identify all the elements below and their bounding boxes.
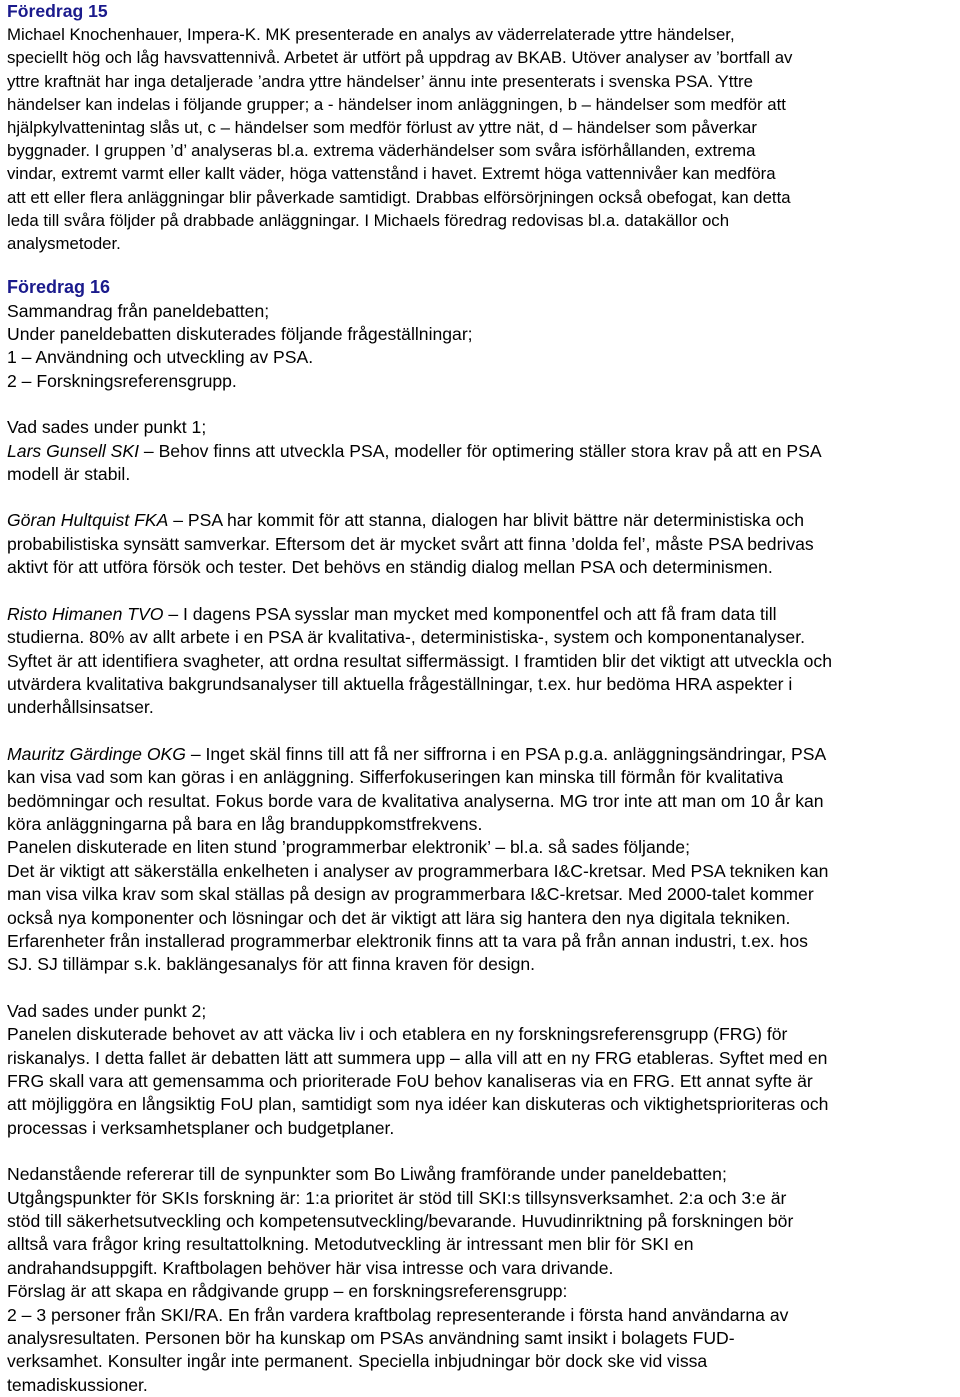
section-foredrag-15 xyxy=(7,0,956,255)
paragraph-line xyxy=(7,509,956,532)
paragraph-line: speciellt hög och låg havsvattennivå. Arbetet är utfört på uppdrag av BKAB. Utöver analyser av ’bortfall av xyxy=(7,48,793,68)
section-title: Föredrag 15 xyxy=(7,1,108,21)
spacer xyxy=(7,1140,956,1163)
speaker-name: Mauritz Gärdinge OKG xyxy=(7,743,186,764)
paragraph-line: händelser kan indelas i följande grupper; a - händelser inom anläggningen, b – händelser som medför att xyxy=(7,94,786,114)
paragraph-line: att möjliggöra en långsiktig FoU plan, samtidigt som nya idéer kan diskuteras och viktighetsprioriteras och xyxy=(7,1094,829,1115)
speaker-text: – PSA har kommit för att stanna, dialogen har blivit bättre när deterministiska och xyxy=(168,510,804,531)
paragraph-line: hjälpkylvattenintag slås ut, c – händelser som medför förlust av yttre nät, d – händelser som påverkar xyxy=(7,118,757,138)
speaker-name: Risto Himanen TVO xyxy=(7,603,164,624)
spacer xyxy=(7,393,956,416)
paragraph-line: utvärdera kvalitativa bakgrundsanalyser till aktuella frågeställningar, t.ex. hur bedöma HRA aspekter i xyxy=(7,673,793,694)
paragraph-line: 2 – 3 personer från SKI/RA. En från vardera kraftbolag representerande i första hand användarna av xyxy=(7,1304,789,1325)
paragraph-line: Utgångspunkter för SKIs forskning är: 1:a prioritet är stöd till SKI:s tillsynsverksamhet. 2:a och 3:e är xyxy=(7,1187,787,1208)
spacer xyxy=(7,977,956,1000)
speaker-text: – Behov finns att utveckla PSA, modeller för optimering ställer stora krav på att en PSA xyxy=(139,440,822,461)
paragraph-line: 1 – Användning och utveckling av PSA. xyxy=(7,347,314,368)
paragraph-line xyxy=(7,743,956,766)
paragraph-line: också nya komponenter och lösningar och det är viktigt att lära sig hantera den nya digitala tekniken. xyxy=(7,907,791,928)
paragraph-line xyxy=(7,603,956,626)
paragraph-line: byggnader. I gruppen ’d’ analyseras bl.a. extrema väderhändelser som svåra isförhållanden, extrema xyxy=(7,141,756,161)
paragraph-line: Nedanstående refererar till de synpunkter som Bo Liwång framförande under paneldebatten; xyxy=(7,1164,727,1185)
spacer xyxy=(7,720,956,743)
paragraph-line: yttre kraftnät har inga detaljerade ’andra yttre händelser’ ännu inte presenterats i svenska PSA. Yttre xyxy=(7,71,753,91)
subheading: Vad sades under punkt 2; xyxy=(7,1000,207,1021)
paragraph-line: man visa vilka krav som skal ställas på design av programmerbara I&C-kretsar. Med 2000-talet kommer xyxy=(7,884,814,905)
spacer xyxy=(7,580,956,603)
paragraph-line: Erfarenheter från installerad programmerbar elektronik finns att ta vara på från annan industri, t.ex. hos xyxy=(7,930,808,951)
paragraph-line: processas i verksamhetsplaner och budgetplaner. xyxy=(7,1117,395,1138)
paragraph-line: 2 – Forskningsreferensgrupp. xyxy=(7,370,237,391)
paragraph-line: alltså vara frågor kring resultattolkning. Metodutveckling är intressant men blir för SKI en xyxy=(7,1234,694,1255)
paragraph-line: FRG skall vara att gemensamma och prioriterade FoU behov kanaliseras via en FRG. Ett annat syfte är xyxy=(7,1071,813,1092)
paragraph-line: analysmetoder. xyxy=(7,234,121,254)
speaker-name: Göran Hultquist FKA xyxy=(7,510,169,531)
paragraph-line: modell är stabil. xyxy=(7,464,131,485)
paragraph-line: verksamhet. Konsulter ingår inte permanent. Speciella inbjudningar bör dock ske vid vissa xyxy=(7,1351,708,1372)
paragraph-line: temadiskussioner. xyxy=(7,1374,148,1395)
paragraph-line: probabilistiska synsätt samverkar. Eftersom det är mycket svårt att finna ’dolda fel’, måste PSA bedrivas xyxy=(7,533,814,554)
paragraph-line: stöd till säkerhetsutveckling och kompetensutveckling/bevarande. Huvudinriktning på forskningen bör xyxy=(7,1211,794,1232)
paragraph-line: Syftet är att identifiera svagheter, att ordna resultat siffermässigt. I framtiden blir det viktigt att utveckla och xyxy=(7,650,833,671)
paragraph-line: vindar, extremt varmt eller kallt väder, höga vattenstånd i havet. Extremt höga vattennivåer kan medföra xyxy=(7,164,776,184)
paragraph-line: köra anläggningarna på bara en låg branduppkomstfrekvens. xyxy=(7,813,483,834)
paragraph-line: Panelen diskuterade en liten stund ’programmerbar elektronik’ – bl.a. så sades följande; xyxy=(7,837,690,858)
section-foredrag-16 xyxy=(7,276,956,1397)
subheading: Vad sades under punkt 1; xyxy=(7,417,207,438)
paragraph-line: Det är viktigt att säkerställa enkelheten i analyser av programmerbara I&C-kretsar. Med PSA tekniken kan xyxy=(7,860,829,881)
speaker-text: – I dagens PSA sysslar man mycket med komponentfel och att få fram data till xyxy=(163,603,777,624)
spacer xyxy=(7,486,956,509)
paragraph-line: Förslag är att skapa en rådgivande grupp – en forskningsreferensgrupp: xyxy=(7,1281,568,1302)
paragraph-line: SJ. SJ tillämpar s.k. baklängesanalys för att finna kraven för design. xyxy=(7,954,536,975)
paragraph-line: Panelen diskuterade behovet av att väcka liv i och etablera en ny forskningsreferensgrupp (FRG) för xyxy=(7,1024,788,1045)
speaker-name: Lars Gunsell SKI xyxy=(7,440,140,461)
paragraph-line: underhållsinsatser. xyxy=(7,697,154,718)
paragraph-line: leda till svåra följder på drabbade anläggningar. I Michaels föredrag redovisas bl.a. datakällor och xyxy=(7,210,730,230)
paragraph-line: att ett eller flera anläggningar blir påverkade samtidigt. Drabbas elförsörjningen också obefogat, kan detta xyxy=(7,187,791,207)
paragraph-line xyxy=(7,440,956,463)
paragraph-line: Sammandrag från paneldebatten; xyxy=(7,300,270,321)
paragraph-line: riskanalys. I detta fallet är debatten lätt att summera upp – alla vill att en ny FRG etableras. Syftet med en xyxy=(7,1047,828,1068)
paragraph-line: Under paneldebatten diskuterades följande frågeställningar; xyxy=(7,324,473,345)
paragraph-line: Michael Knochenhauer, Impera-K. MK presenterade en analys av väderrelaterade yttre händelser, xyxy=(7,25,735,45)
speaker-text: – Inget skäl finns till att få ner siffrorna i en PSA p.g.a. anläggningsändringar, PSA xyxy=(185,743,827,764)
paragraph-line: analysresultaten. Personen bör ha kunskap om PSAs användning samt insikt i bolagets FUD- xyxy=(7,1328,735,1349)
paragraph-line: kan visa vad som kan göras i en anläggning. Sifferfokuseringen kan minska till förmån för kvalitativa xyxy=(7,767,784,788)
section-title: Föredrag 16 xyxy=(7,277,111,298)
paragraph-line: aktivt för att utföra försök och tester. Det behövs en ständig dialog mellan PSA och determinismen. xyxy=(7,557,773,578)
paragraph-line: bedömningar och resultat. Fokus borde vara de kvalitativa analyserna. MG tror inte att man om 10 år kan xyxy=(7,790,824,811)
paragraph-line: studierna. 80% av allt arbete i en PSA är kvalitativa-, deterministiska-, system och komponentanalyser. xyxy=(7,627,805,648)
paragraph-line: andrahandsuppgift. Kraftbolagen behöver här visa intresse och vara drivande. xyxy=(7,1257,614,1278)
